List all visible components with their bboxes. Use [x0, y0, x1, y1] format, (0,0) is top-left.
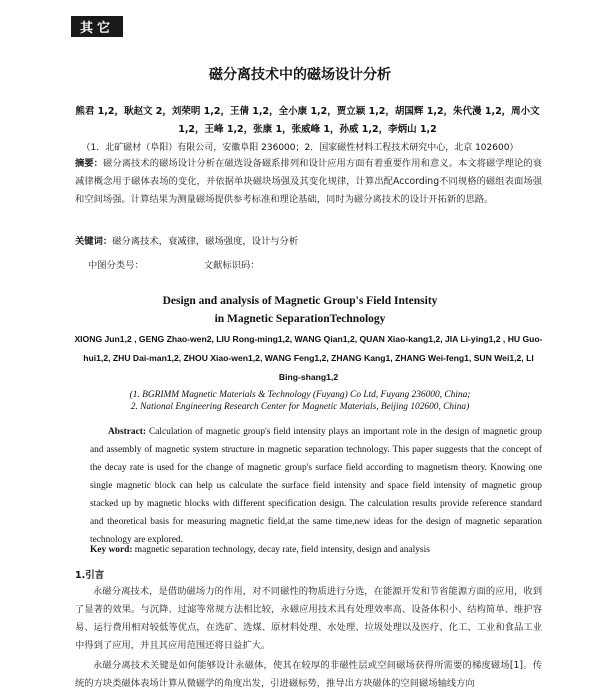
english-authors: XIONG Jun1,2 , GENG Zhao-wen2, LIU Rong-ming1,2, WANG Qian1,2, QUAN Xiao-kang1,2, JIA Li-ying1,2 , HU Guo-hui1,2, ZHU Dai-man1,2, ZHOU Xiao-wen1,2, WANG Feng1,2, ZHANG Kang1, ZHANG Wei-feng1, SUN Wei1,2, LI Bing-shang1,2	[74, 334, 543, 382]
english-title-line-1: Design and analysis of Magnetic Group's Field Intensity	[162, 295, 438, 307]
classification-label: 中图分类号：	[88, 260, 144, 271]
section-heading-introduction: 1.引言	[75, 570, 105, 581]
chinese-affiliation: （1．北矿磁材（阜阳）有限公司，安徽阜阳 236000；2．国家磁性材料工程技术研究中心，北京 102600）	[81, 143, 519, 153]
chinese-keywords-text: 磁分离技术，衰减律，磁场强度，设计与分析	[112, 236, 299, 247]
english-affiliation-line-2: 2. National Engineering Research Center for Magnetic Materials, Beijing 102600, China)	[130, 402, 470, 412]
chinese-abstract	[75, 155, 542, 209]
chinese-abstract-label: 摘要：	[75, 158, 104, 169]
english-title	[0, 292, 600, 328]
document-code-label: 文献标识码：	[203, 260, 260, 271]
english-keywords	[90, 545, 542, 555]
chinese-title: 磁分离技术中的磁场设计分析	[209, 67, 391, 83]
english-keywords-text: magnetic separation technology, decay rate, field intensity, design and analysis	[134, 545, 430, 555]
section-tag: 其它	[71, 16, 123, 37]
english-affiliation	[0, 389, 600, 413]
body-paragraph-2: 永磁分离技术关键是如何能够设计永磁体，使其在较厚的非磁性层或空间磁场获得所需要的梯度磁场[1]。传统的方块类磁体表场计算从微磁学的角度出发，引进磁标势，推导出方块磁体的空间磁场轴线方向	[75, 660, 542, 689]
english-abstract	[90, 423, 542, 549]
chinese-keywords-label: 关键词：	[75, 236, 113, 247]
english-keywords-label: Key word:	[90, 545, 133, 555]
chinese-keywords	[75, 233, 542, 247]
english-title-line-2: in Magnetic SeparationTechnology	[214, 313, 386, 325]
chinese-authors: 熊君 1,2，耿赵文 2，刘荣明 1,2，王倩 1,2，全小康 1,2，贾立颖 1,2，胡国辉 1,2，朱代漫 1,2，周小文 1,2，王峰 1,2，张康 1，张威峰 1，孙威 1,2，李炳山 1,2	[75, 106, 540, 135]
body-paragraph-1: 永磁分离技术，是借助磁场力的作用，对不同磁性的物质进行分选，在能源开发和节省能源方面的应用，收到了显著的效果。与沉降、过滤等常规方法相比较，永磁应用技术具有处理效率高、设备体积小、结构简单、维护容易、运行费用相对较低等优点，在选矿、选煤、原材料处理、水处理、垃圾处理以及医疗、化工、工业和食品工业中得到了应用，并且其应用范围还将日益扩大。	[75, 586, 542, 651]
chinese-abstract-text: 磁分离技术的磁场设计分析在磁选设备磁系排列和设计应用方面有着重要作用和意义。本文将磁学理论的衰减律概念用于磁体表场的变化，并依据单块磁块场强及其变化规律，计算出配According不同规格的磁组表面场强和空间场强。计算结果为测量磁场提供参考标准和理论基础，同时为磁分离技术的设计开拓新的思路。	[75, 158, 542, 205]
classification-line	[88, 257, 320, 271]
english-abstract-text: Calculation of magnetic group's field intensity plays an important role in the design of magnetic group and assembly of magnetic system structure in magnetic separation technology. This paper suggests that the concept of the decay rate is used for the change of magnetic group's surface field according to magnetism theory. Knowing one single magnetic block can help us calculate the surface field intensity and space field intensity of magnetic group stacked up by magnetic blocks with different specification design. The calculation results provide reference standard and theoretical basis for measuring magnetic field,at the same time,new ideas for the design of magnetic separation technology are explored.	[90, 427, 542, 545]
english-abstract-label: Abstract:	[108, 427, 147, 437]
english-affiliation-line-1: (1. BGRIMM Magnetic Materials & Technology (Fuyang) Co Ltd, Fuyang 236000, China;	[129, 390, 471, 400]
